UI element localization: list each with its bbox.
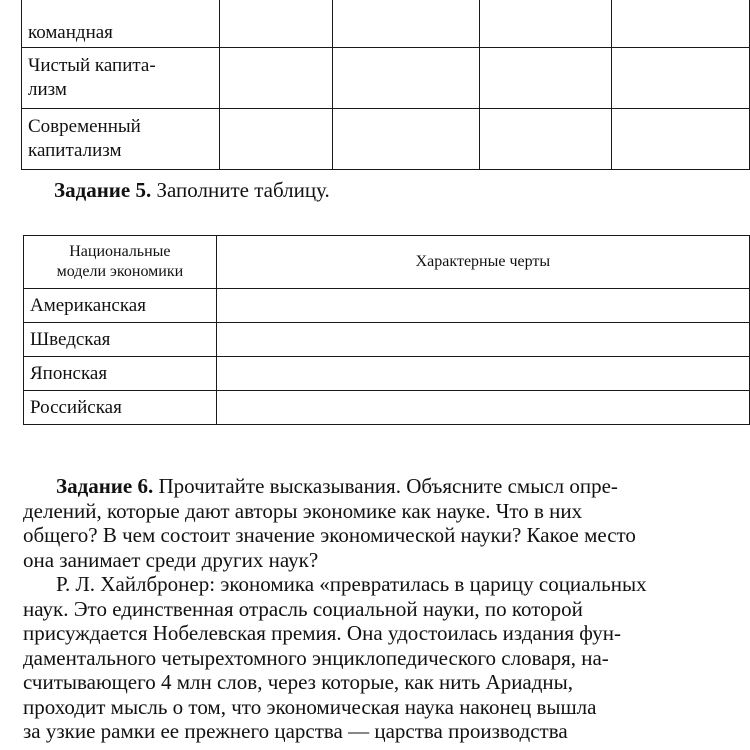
table-row <box>22 48 750 109</box>
row-label-cell: Современный капитализм <box>22 109 220 170</box>
paragraph-line: Р. Л. Хайлбронер: экономика «превратилась в царицу социальных <box>56 572 647 596</box>
empty-cell[interactable] <box>332 48 480 109</box>
empty-cell[interactable] <box>220 48 333 109</box>
empty-cell[interactable] <box>332 109 480 170</box>
paragraph-line: делений, которые дают авторы экономике как науке. Что в них <box>23 498 583 523</box>
task6-section <box>23 474 750 744</box>
empty-cell[interactable] <box>611 48 749 109</box>
row-label-cell: Чистый капита- лизм <box>22 48 220 109</box>
empty-cell[interactable] <box>480 0 611 48</box>
paragraph-line: она занимает среди других наук? <box>23 547 319 572</box>
task5-title: Задание 5. <box>54 178 152 202</box>
paragraph-line: за узкие рамки ее прежнего царства — царства производства <box>23 719 568 743</box>
empty-cell[interactable] <box>216 323 749 357</box>
national-models-table <box>23 235 750 425</box>
paragraph-line: наук. Это единственная отрасль социальной науки, по которой <box>23 596 583 621</box>
table-row <box>24 391 750 425</box>
table-row <box>24 357 750 391</box>
empty-cell[interactable] <box>611 109 749 170</box>
row-label-cell: Американская <box>24 289 217 323</box>
row-label-cell: командная <box>22 0 220 48</box>
row-label-cell: Японская <box>24 357 217 391</box>
empty-cell[interactable] <box>216 357 749 391</box>
task5-text: Заполните таблицу. <box>156 178 330 202</box>
paragraph-line: Задание 6. Прочитайте высказывания. Объясните смысл опре- <box>56 474 618 498</box>
task5-heading <box>54 178 330 203</box>
task6-title: Задание 6. <box>56 474 154 498</box>
paragraph-line: считывающего 4 млн слов, через которые, как нить Ариадны, <box>23 670 574 694</box>
empty-cell[interactable] <box>220 109 333 170</box>
empty-cell[interactable] <box>216 289 749 323</box>
table-row <box>24 289 750 323</box>
paragraph-line: общего? В чем состоит значение экономической науки? Какое место <box>23 523 636 547</box>
row-label-cell: Российская <box>24 391 217 425</box>
empty-cell[interactable] <box>220 0 333 48</box>
header-models: Национальные модели экономики <box>24 236 217 289</box>
empty-cell[interactable] <box>216 391 749 425</box>
paragraph-line: проходит мысль о том, что экономическая наука наконец вышла <box>23 694 597 719</box>
empty-cell[interactable] <box>480 48 611 109</box>
table-row <box>22 109 750 170</box>
empty-cell[interactable] <box>480 109 611 170</box>
table-row <box>22 0 750 48</box>
empty-cell[interactable] <box>332 0 480 48</box>
paragraph-line: даментального четырехтомного энциклопедического словаря, на- <box>23 645 609 670</box>
row-label-cell: Шведская <box>24 323 217 357</box>
economic-systems-table <box>21 0 750 170</box>
paragraph-line: присуждается Нобелевская премия. Она удостоилась издания фун- <box>23 621 622 645</box>
table-header-row <box>24 236 750 289</box>
header-features: Характерные черты <box>216 236 749 289</box>
table-row <box>24 323 750 357</box>
empty-cell[interactable] <box>611 0 749 48</box>
